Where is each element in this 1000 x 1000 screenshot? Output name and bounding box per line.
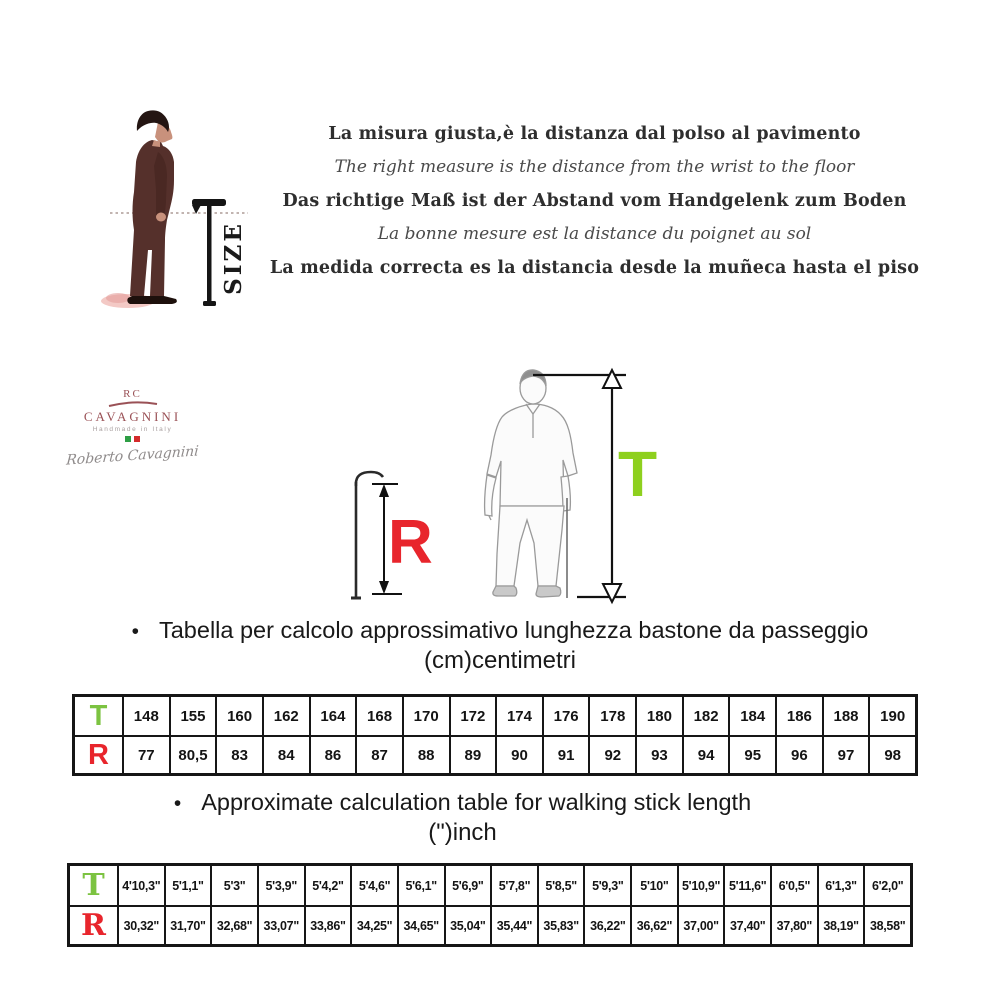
- italian-flag-icon: [55, 436, 210, 442]
- r-label: R: [388, 508, 433, 577]
- table-cell: 162: [262, 697, 309, 735]
- cm-unit-label: (cm)centimetri: [423, 647, 576, 674]
- cm-row-label-r: R: [75, 735, 122, 773]
- table-cell: 155: [169, 697, 216, 735]
- table-cell: 5'9,3": [583, 866, 630, 905]
- table-cell: 170: [402, 697, 449, 735]
- table-cell: 36,62": [630, 905, 677, 944]
- table-cell: 6'0,5": [770, 866, 817, 905]
- table-cell: 148: [122, 697, 169, 735]
- table-cell: 6'2,0": [863, 866, 910, 905]
- table-cell: 33,86": [304, 905, 351, 944]
- inch-heading-text: Approximate calculation table for walking stick length: [201, 789, 752, 815]
- table-cell: 182: [682, 697, 729, 735]
- table-cell: 176: [542, 697, 589, 735]
- cm-row-label-t: T: [75, 697, 122, 735]
- table-cell: 88: [402, 735, 449, 773]
- bullet-dot: •: [131, 620, 139, 643]
- table-cell: 80,5: [169, 735, 216, 773]
- table-cell: 37,00": [677, 905, 724, 944]
- measure-diagram: [330, 358, 670, 610]
- table-cell: 5'3": [210, 866, 257, 905]
- table-cell: 5'8,5": [537, 866, 584, 905]
- table-cell: 180: [635, 697, 682, 735]
- size-vertical-label: SIZE: [220, 221, 247, 295]
- table-cell: 190: [868, 697, 915, 735]
- table-cell: 87: [355, 735, 402, 773]
- table-cell: 33,07": [257, 905, 304, 944]
- logo-tagline: Handmade in Italy: [92, 426, 173, 433]
- table-cell: 174: [495, 697, 542, 735]
- t-label: T: [618, 438, 658, 510]
- brand-logo: [55, 388, 210, 469]
- table-cell: 5'3,9": [257, 866, 304, 905]
- table-cell: 97: [822, 735, 869, 773]
- person-shoes: [127, 296, 177, 304]
- table-cell: 32,68": [210, 905, 257, 944]
- intro-line-english: The right measure is the distance from the wrist to the floor: [334, 157, 855, 178]
- table-cell: 34,65": [397, 905, 444, 944]
- table-cell: 37,80": [770, 905, 817, 944]
- inch-unit-label: (")inch: [428, 819, 497, 846]
- table-cell: 5'4,2": [304, 866, 351, 905]
- table-cell: 91: [542, 735, 589, 773]
- logo-initials: RC: [123, 388, 142, 400]
- table-cell: 37,40": [723, 905, 770, 944]
- walking-stick-icon: [351, 472, 383, 598]
- intro-line-german: Das richtige Maß ist der Abstand vom Handgelenk zum Boden: [282, 190, 907, 211]
- table-cell: 4'10,3": [117, 866, 164, 905]
- logo-name: CAVAGNINI: [83, 409, 182, 424]
- inch-row-label-r: R: [70, 905, 117, 944]
- intro-line-spanish: La medida correcta es la distancia desde la muñeca hasta el piso: [269, 257, 920, 278]
- intro-text-block: [262, 118, 927, 285]
- table-cell: 94: [682, 735, 729, 773]
- table-cell: 35,44": [490, 905, 537, 944]
- table-cell: 184: [728, 697, 775, 735]
- table-cell: 98: [868, 735, 915, 773]
- measure-diagram-drawing: [330, 358, 670, 610]
- table-cell: 35,83": [537, 905, 584, 944]
- cm-heading-text: Tabella per calcolo approssimativo lunghezza bastone da passeggio: [158, 617, 869, 643]
- intro-line-french: La bonne mesure est la distance du poignet au sol: [377, 224, 812, 245]
- table-cell: 186: [775, 697, 822, 735]
- person-hand: [156, 213, 166, 222]
- inch-size-table: [67, 863, 913, 947]
- cane-shaft: [207, 205, 212, 303]
- table-cell: 89: [449, 735, 496, 773]
- table-cell: 90: [495, 735, 542, 773]
- table-cell: 35,04": [444, 905, 491, 944]
- table-cell: 38,58": [863, 905, 910, 944]
- table-cell: 168: [355, 697, 402, 735]
- cane-handle: [192, 199, 226, 206]
- inch-section-heading: [55, 789, 870, 847]
- table-cell: 77: [122, 735, 169, 773]
- table-cell: 31,70": [164, 905, 211, 944]
- table-cell: 5'10,9": [677, 866, 724, 905]
- table-cell: 83: [215, 735, 262, 773]
- table-cell: 188: [822, 697, 869, 735]
- table-cell: 5'7,8": [490, 866, 537, 905]
- pink-smudge-small: [106, 293, 130, 303]
- inch-row-label-t: T: [70, 866, 117, 905]
- table-cell: 86: [309, 735, 356, 773]
- logo-signature: Roberto Cavagnini: [65, 443, 200, 469]
- intro-line-italian: La misura giusta,è la distanza dal polso al pavimento: [328, 124, 861, 144]
- table-cell: 5'11,6": [723, 866, 770, 905]
- table-cell: 178: [588, 697, 635, 735]
- table-cell: 5'6,9": [444, 866, 491, 905]
- table-cell: 96: [775, 735, 822, 773]
- table-cell: 38,19": [817, 905, 864, 944]
- table-cell: 160: [215, 697, 262, 735]
- table-cell: 93: [635, 735, 682, 773]
- table-cell: 5'6,1": [397, 866, 444, 905]
- cm-section-heading: [55, 617, 945, 675]
- table-cell: 164: [309, 697, 356, 735]
- person-body: [130, 140, 174, 296]
- man-figure-sketch: [485, 370, 577, 598]
- table-cell: 5'4,6": [350, 866, 397, 905]
- flag-green-square: [125, 436, 131, 442]
- logo-swoosh: [105, 400, 161, 408]
- cm-size-table: [72, 694, 918, 776]
- table-cell: 6'1,3": [817, 866, 864, 905]
- table-cell: 34,25": [350, 905, 397, 944]
- table-cell: 95: [728, 735, 775, 773]
- bullet-dot: •: [173, 792, 182, 815]
- table-cell: 5'1,1": [164, 866, 211, 905]
- person-with-cane-drawing: [92, 100, 262, 325]
- table-cell: 36,22": [583, 905, 630, 944]
- table-cell: 5'10": [630, 866, 677, 905]
- table-cell: 92: [588, 735, 635, 773]
- table-cell: 84: [262, 735, 309, 773]
- cane-ferrule: [203, 301, 216, 306]
- flag-red-square: [134, 436, 140, 442]
- table-cell: 30,32": [117, 905, 164, 944]
- table-cell: 172: [449, 697, 496, 735]
- person-with-cane-illustration: [92, 100, 262, 325]
